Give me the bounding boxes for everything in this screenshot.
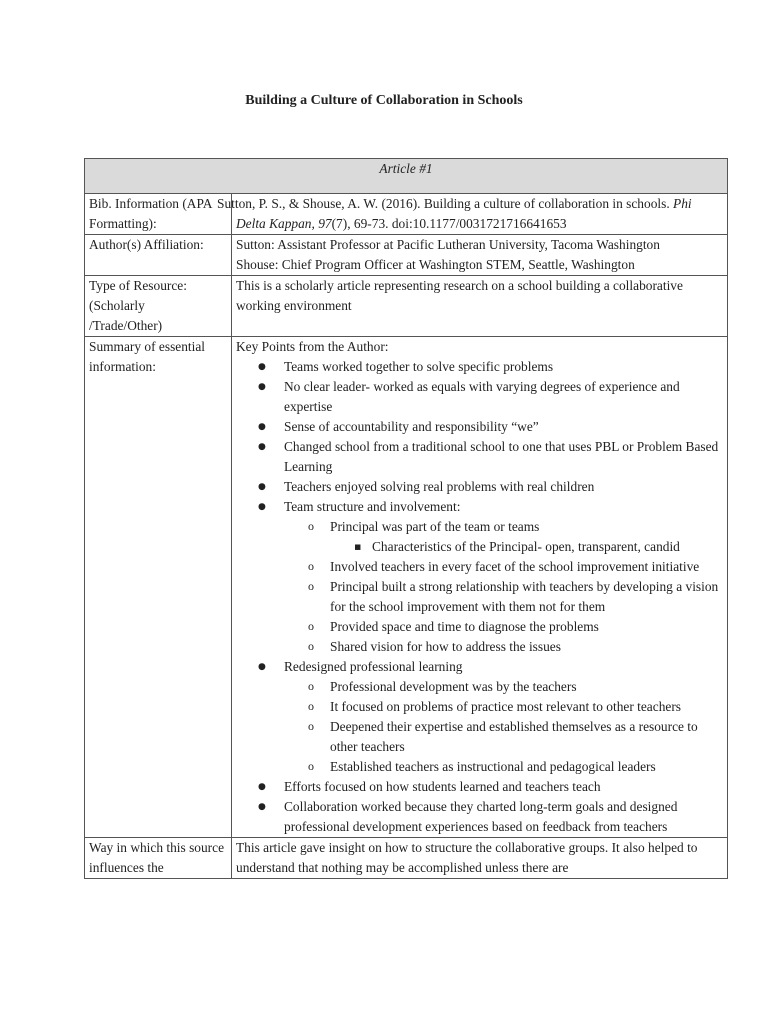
- list-item: ● Teams worked together to solve specific problems: [236, 357, 723, 377]
- list-item: ● Changed school from a traditional school to one that uses PBL or Problem Based Learning: [236, 437, 723, 477]
- affiliation-shouse: Shouse: Chief Program Officer at Washington STEM, Seattle, Washington: [236, 257, 635, 272]
- journal-name: Phi Delta Kappan, 97: [236, 196, 692, 231]
- list-item: ● No clear leader- worked as equals with varying degrees of experience and expertise: [236, 377, 723, 417]
- article-table: [84, 158, 728, 879]
- sub-list: [284, 677, 723, 777]
- list-item: o Principal built a strong relationship with teachers by developing a vision for the school improvement with them not for them: [284, 577, 723, 617]
- type-cell: This is a scholarly article representing research on a school building a collaborative working environment: [232, 276, 728, 337]
- key-points-list: [236, 357, 723, 837]
- list-item: [236, 657, 723, 777]
- sub-sub-list: [330, 537, 723, 557]
- list-item: o It focused on problems of practice most relevant to other teachers: [284, 697, 723, 717]
- affiliation-sutton: Sutton: Assistant Professor at Pacific Lutheran University, Tacoma Washington: [236, 237, 660, 252]
- list-item: ▪ Characteristics of the Principal- open, transparent, candid: [330, 537, 723, 557]
- bib-info-cell: [217, 194, 728, 235]
- row-label-bib: Bib. Information (APA Formatting):: [85, 194, 232, 235]
- list-item: ● Efforts focused on how students learned and teachers teach: [236, 777, 723, 797]
- row-label-type: [85, 276, 232, 337]
- table-row: [85, 194, 728, 235]
- type-label-line: /Trade/Other): [89, 318, 163, 333]
- citation-issue: (7), 69-73. doi:10.1177/0031721716641653: [331, 216, 567, 231]
- list-item: o Provided space and time to diagnose the problems: [284, 617, 723, 637]
- list-item-text: ● Redesigned professional learning: [284, 659, 463, 674]
- list-item: o Established teachers as instructional and pedagogical leaders: [284, 757, 723, 777]
- citation-text: Sutton, P. S., & Shouse, A. W. (2016). Building a culture of collaboration in schools.: [217, 196, 674, 211]
- list-item: [236, 497, 723, 657]
- list-item: o Professional development was by the teachers: [284, 677, 723, 697]
- page-title: Building a Culture of Collaboration in Schools: [245, 93, 523, 108]
- table-row: [85, 235, 728, 276]
- list-item: o Shared vision for how to address the issues: [284, 637, 723, 657]
- summary-intro: Key Points from the Author:: [236, 339, 389, 354]
- type-label-line: (Scholarly: [89, 298, 145, 313]
- row-label-influence: Way in which this source influences the: [85, 838, 232, 879]
- list-item: o Involved teachers in every facet of the school improvement initiative: [284, 557, 723, 577]
- influence-cell: This article gave insight on how to structure the collaborative groups. It also helped to understand that nothing may be accomplished unless there are: [232, 838, 728, 879]
- affiliation-cell: [232, 235, 728, 276]
- list-item: ● Sense of accountability and responsibility “we”: [236, 417, 723, 437]
- list-item: ● Teachers enjoyed solving real problems with real children: [236, 477, 723, 497]
- table-row: [85, 276, 728, 337]
- sub-list: [284, 517, 723, 657]
- list-item: ● Collaboration worked because they charted long-term goals and designed professional development experiences based on feedback from teachers: [236, 797, 723, 837]
- article-number-header: Article #1: [85, 159, 728, 194]
- list-item-text: ● Team structure and involvement:: [284, 499, 461, 514]
- summary-cell: [232, 337, 728, 838]
- type-label-line: Type of Resource:: [89, 278, 187, 293]
- list-item: o Deepened their expertise and established themselves as a resource to other teachers: [284, 717, 723, 757]
- list-item: [284, 517, 723, 557]
- list-item-text: o Principal was part of the team or teams: [330, 519, 540, 534]
- table-row: [85, 838, 728, 879]
- row-label-affiliation: Author(s) Affiliation:: [85, 235, 232, 276]
- table-row: [85, 337, 728, 838]
- row-label-summary: Summary of essential information:: [85, 337, 232, 838]
- table-header-row: [85, 159, 728, 194]
